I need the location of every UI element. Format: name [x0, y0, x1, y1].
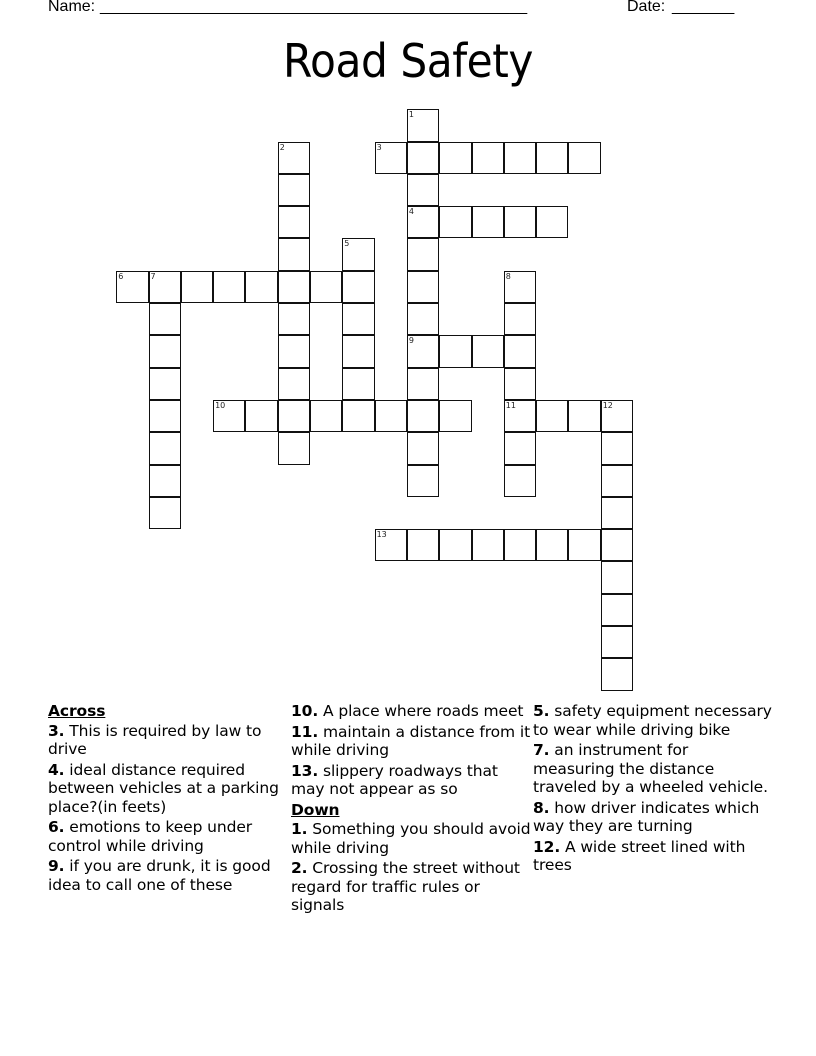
clue-item: [533, 799, 773, 836]
crossword-cell[interactable]: [407, 368, 439, 400]
crossword-cell[interactable]: [504, 529, 536, 561]
clue-item: [291, 820, 531, 857]
crossword-cell[interactable]: [472, 529, 504, 561]
clue-text: maintain a distance from it while driving: [291, 722, 531, 759]
crossword-cell[interactable]: [536, 400, 568, 432]
clue-number-label: 5: [344, 239, 350, 249]
clue-text: an instrument for measuring the distance traveled by a wheeled vehicle.: [533, 741, 768, 796]
page-title: Road Safety: [283, 34, 533, 88]
clue-item: [533, 741, 773, 797]
crossword-cell[interactable]: [149, 271, 181, 303]
clue-item: [533, 838, 773, 875]
crossword-cell[interactable]: [375, 400, 407, 432]
crossword-cell[interactable]: [310, 271, 342, 303]
clue-item: [533, 702, 773, 739]
clue-number-label: 3: [376, 142, 382, 152]
crossword-cell[interactable]: [472, 206, 504, 238]
clue-number: 6.: [48, 818, 65, 836]
crossword-cell[interactable]: [278, 335, 310, 367]
crossword-cell[interactable]: [278, 142, 310, 174]
crossword-cell[interactable]: [601, 561, 633, 593]
crossword-cell[interactable]: [407, 400, 439, 432]
crossword-cell[interactable]: [278, 206, 310, 238]
crossword-cell[interactable]: [504, 400, 536, 432]
crossword-cell[interactable]: [504, 432, 536, 464]
date-label: Date:: [627, 0, 666, 15]
crossword-cell[interactable]: [245, 400, 277, 432]
down-heading: Down: [291, 800, 340, 819]
clue-number: 11.: [291, 722, 319, 741]
clue-text: ideal distance required between vehicles at a parking place?(in feets): [48, 760, 279, 816]
crossword-cell[interactable]: [472, 142, 504, 174]
crossword-cell[interactable]: [504, 271, 536, 303]
clue-number-label: 8: [505, 271, 511, 281]
crossword-cell[interactable]: [601, 497, 633, 529]
clue-text: how driver indicates which way they are turning: [533, 798, 760, 835]
crossword-cell[interactable]: [116, 271, 148, 303]
crossword-cell[interactable]: [278, 174, 310, 206]
crossword-cell[interactable]: [375, 529, 407, 561]
crossword-cell[interactable]: [601, 594, 633, 626]
crossword-cell[interactable]: [310, 400, 342, 432]
crossword-cell[interactable]: [245, 271, 277, 303]
crossword-cell[interactable]: [278, 238, 310, 270]
crossword-cell[interactable]: [536, 206, 568, 238]
crossword-cell[interactable]: [181, 271, 213, 303]
crossword-cell[interactable]: [472, 335, 504, 367]
clue-text: A place where roads meet: [318, 702, 524, 720]
crossword-cell[interactable]: [601, 529, 633, 561]
crossword-cell[interactable]: [504, 142, 536, 174]
clue-text: This is required by law to drive: [48, 721, 262, 758]
crossword-cell[interactable]: [278, 303, 310, 335]
crossword-cell[interactable]: [375, 142, 407, 174]
clue-number-label: 9: [408, 336, 414, 346]
crossword-cell[interactable]: [342, 368, 374, 400]
clue-number-label: 4: [408, 207, 414, 217]
crossword-cell[interactable]: [342, 238, 374, 270]
crossword-cell[interactable]: [342, 400, 374, 432]
crossword-cell[interactable]: [504, 303, 536, 335]
clue-number: 4.: [48, 760, 65, 779]
clue-number-label: 13: [376, 530, 387, 540]
clues-column-1: [48, 702, 288, 896]
clue-item: [291, 859, 531, 915]
clue-text: Crossing the street without regard for traffic rules or signals: [291, 859, 520, 914]
clue-item: [48, 761, 288, 817]
clue-text: A wide street lined with trees: [533, 837, 746, 874]
crossword-cell[interactable]: [278, 400, 310, 432]
clue-item: [48, 722, 288, 759]
crossword-cell[interactable]: [439, 529, 471, 561]
crossword-cell[interactable]: [342, 271, 374, 303]
crossword-cell[interactable]: [213, 271, 245, 303]
clue-number: 7.: [533, 741, 550, 759]
clue-number-label: 12: [602, 400, 613, 410]
clue-text: Something you should avoid while driving: [291, 820, 531, 857]
clue-number-label: 2: [279, 142, 285, 152]
crossword-cell[interactable]: [601, 465, 633, 497]
crossword-cell[interactable]: [278, 271, 310, 303]
clue-item: [291, 702, 531, 721]
crossword-cell[interactable]: [601, 400, 633, 432]
crossword-cell[interactable]: [149, 335, 181, 367]
clue-text: if you are drunk, it is good idea to call one of these: [48, 857, 271, 894]
clue-number-label: 10: [215, 400, 226, 410]
name-field[interactable]: ________________________________________________: [100, 0, 528, 15]
across-heading: Across: [48, 702, 106, 720]
clue-number: 10.: [291, 702, 319, 720]
crossword-cell[interactable]: [568, 529, 600, 561]
crossword-cell[interactable]: [407, 335, 439, 367]
crossword-cell[interactable]: [439, 206, 471, 238]
clue-item: [48, 818, 288, 855]
crossword-cell[interactable]: [568, 142, 600, 174]
crossword-cell[interactable]: [213, 400, 245, 432]
crossword-cell[interactable]: [149, 497, 181, 529]
crossword-cell[interactable]: [504, 368, 536, 400]
crossword-cell[interactable]: [407, 206, 439, 238]
clue-number: 9.: [48, 857, 65, 875]
crossword-cell[interactable]: [504, 335, 536, 367]
clue-text: slippery roadways that may not appear as so: [291, 761, 498, 798]
clue-number-label: 1: [408, 110, 414, 120]
clues-column-3: [533, 702, 773, 877]
clue-number-label: 7: [150, 271, 156, 281]
crossword-cell[interactable]: [407, 465, 439, 497]
name-label: Name:: [48, 0, 96, 15]
clue-number: 1.: [291, 820, 308, 838]
clue-number: 12.: [533, 837, 561, 856]
clues-column-2: [291, 702, 531, 917]
crossword-cell[interactable]: [342, 335, 374, 367]
crossword-cell[interactable]: [504, 465, 536, 497]
crossword-cell[interactable]: [439, 335, 471, 367]
clue-number-label: 11: [505, 400, 516, 410]
crossword-cell[interactable]: [278, 368, 310, 400]
clue-item: [48, 857, 288, 894]
crossword-cell[interactable]: [504, 206, 536, 238]
crossword-cell[interactable]: [278, 432, 310, 464]
crossword-cell[interactable]: [407, 142, 439, 174]
crossword-cell[interactable]: [439, 142, 471, 174]
crossword-cell[interactable]: [342, 303, 374, 335]
clue-number: 8.: [533, 798, 550, 817]
crossword-cell[interactable]: [601, 626, 633, 658]
crossword-cell[interactable]: [407, 238, 439, 270]
crossword-cell[interactable]: [149, 400, 181, 432]
crossword-cell[interactable]: [149, 303, 181, 335]
clue-text: emotions to keep under control while driving: [48, 818, 253, 855]
clue-number: 3.: [48, 721, 65, 740]
crossword-cell[interactable]: [536, 142, 568, 174]
clue-number: 5.: [533, 702, 550, 720]
clue-item: [291, 723, 531, 760]
crossword-cell[interactable]: [407, 529, 439, 561]
crossword-cell[interactable]: [407, 109, 439, 141]
crossword-cell[interactable]: [601, 432, 633, 464]
crossword-cell[interactable]: [149, 465, 181, 497]
clue-text: safety equipment necessary to wear while driving bike: [533, 702, 772, 739]
crossword-cell[interactable]: [407, 303, 439, 335]
crossword-cell[interactable]: [149, 368, 181, 400]
crossword-cell[interactable]: [149, 432, 181, 464]
crossword-cell[interactable]: [439, 400, 471, 432]
clue-number: 2.: [291, 859, 308, 877]
clue-number: 13.: [291, 761, 319, 780]
crossword-cell[interactable]: [601, 658, 633, 690]
clue-item: [291, 762, 531, 799]
crossword-cell[interactable]: [536, 529, 568, 561]
clue-number-label: 6: [118, 271, 124, 281]
crossword-cell[interactable]: [407, 271, 439, 303]
date-field[interactable]: _______: [672, 0, 735, 15]
crossword-cell[interactable]: [407, 432, 439, 464]
crossword-cell[interactable]: [407, 174, 439, 206]
crossword-cell[interactable]: [568, 400, 600, 432]
